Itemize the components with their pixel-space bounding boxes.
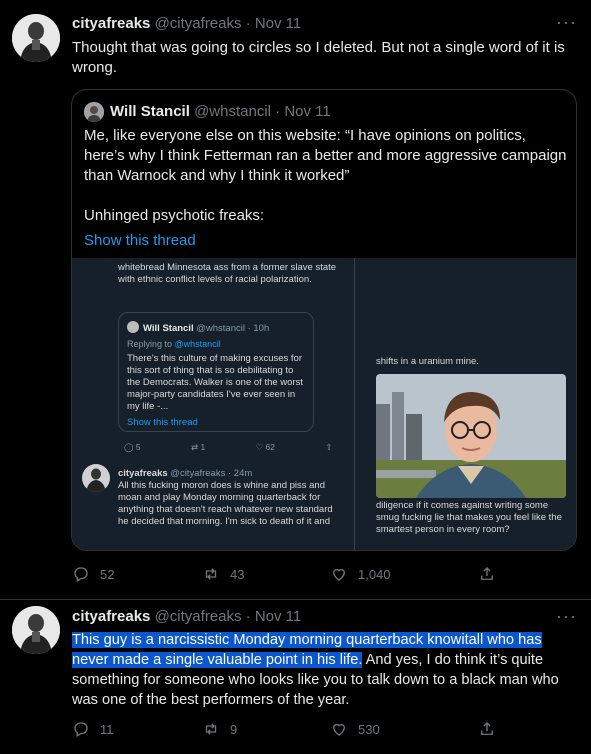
shot-left-card-replying: Replying to @whstancil (127, 339, 221, 349)
person-photo-icon (376, 374, 566, 498)
shot-like-icon: ♡ 62 (255, 442, 276, 452)
more-icon[interactable]: ··· (556, 606, 577, 626)
display-name[interactable]: cityafreaks (72, 15, 151, 32)
shot-left-card-show-thread: Show this thread (127, 417, 198, 428)
retweet-icon (202, 720, 220, 738)
retweet-button[interactable] (202, 565, 244, 583)
like-icon (330, 565, 348, 583)
reply-button[interactable] (72, 565, 114, 583)
like-button[interactable] (330, 720, 380, 738)
share-icon (478, 720, 496, 738)
shot-reply-icon: ◯ 5 (124, 442, 141, 452)
tweet-2[interactable] (0, 600, 591, 754)
shot-right-top-text: shifts in a uranium mine. (376, 356, 479, 367)
like-icon (330, 720, 348, 738)
display-name[interactable]: cityafreaks (72, 608, 151, 625)
quote-avatar (84, 102, 104, 122)
shot-left-card-handle: @whstancil · 10h (196, 323, 270, 334)
quote-media-screenshot[interactable] (72, 258, 577, 551)
quote-handle: @whstancil (194, 103, 271, 120)
reply-icon (72, 565, 90, 583)
reply-icon (72, 720, 90, 738)
shot-left-card-body: There's this culture of making excuses for this sort of thing that is so debilitating to the Democrats. Walker is one of the worst major-party candidates I've ever seen in my life -... (127, 353, 303, 412)
quote-separator: · (270, 103, 285, 120)
quote-text (84, 126, 568, 226)
handle[interactable]: @cityafreaks (154, 15, 242, 32)
like-button[interactable] (330, 565, 391, 583)
quote-text-paragraph-1: Me, like everyone else on this website: “I have opinions on politics, here’s why I think Fetterman ran a better and more aggressive campaign than Warnock and why I think it worked” (84, 127, 567, 184)
show-thread-link[interactable]: Show this thread (84, 232, 196, 249)
tweet-text (72, 630, 580, 710)
quote-timestamp: Nov 11 (284, 103, 331, 120)
avatar[interactable] (12, 606, 60, 654)
quote-display-name: Will Stancil (110, 103, 190, 120)
shot-avatar (82, 464, 110, 492)
tweet-header (72, 15, 301, 32)
shot-share-icon: ⇧ (325, 442, 333, 452)
like-count: 1,040 (358, 566, 391, 582)
timestamp[interactable]: Nov 11 (254, 608, 302, 625)
retweet-icon (202, 565, 220, 583)
retweet-count: 9 (230, 721, 238, 737)
avatar-image (12, 14, 60, 62)
separator: · (241, 608, 255, 625)
share-icon (478, 565, 496, 583)
shot-right-quoted-card (376, 550, 566, 551)
share-button[interactable] (478, 565, 506, 583)
quote-tweet[interactable] (71, 89, 577, 551)
shot-left-card-header (127, 321, 269, 334)
share-button[interactable] (478, 720, 506, 738)
like-count: 530 (358, 721, 380, 737)
shot-avatar-icon (127, 321, 139, 333)
reply-count: 11 (100, 721, 114, 737)
tweet-1-actions (0, 562, 591, 586)
shot-left-actions (124, 442, 357, 453)
retweet-button[interactable] (202, 720, 237, 738)
more-icon[interactable]: ··· (556, 12, 577, 32)
shot-left-quoted-card (118, 312, 314, 432)
reply-count: 52 (100, 566, 115, 582)
shot-left-card-name: Will Stancil (143, 323, 194, 334)
separator: · (241, 15, 255, 32)
shot-left-reply-header: cityafreaks @cityafreaks · 24m (118, 468, 253, 479)
timestamp[interactable]: Nov 11 (254, 15, 302, 32)
shot-retweet-icon: ⇄ 1 (190, 442, 206, 452)
shot-right-mid-text: diligence if it comes against writing some smug fucking lie that makes you feel like the smartest person in every room? (376, 500, 562, 535)
quote-text-paragraph-2: Unhinged psychotic freaks: (84, 207, 265, 224)
tweet-header (72, 608, 301, 625)
shot-left-reply-body: All this fucking moron does is whine and piss and moan and play Monday morning quarterback for anything that doesn't reach whatever new standard he decided that morning. I'm sick to death of it and (118, 480, 333, 527)
shot-divider (354, 258, 355, 551)
reply-button[interactable] (72, 720, 114, 738)
avatar-image (12, 606, 60, 654)
shot-photo (376, 374, 566, 498)
highlighted-text: This guy is a narcissistic Monday morning quarterback knowitall who has never made a single valuable point in his life. (72, 632, 542, 668)
avatar[interactable] (12, 14, 60, 62)
tweet-text-rest: And yes, I do think it’s quite something for someone who looks like you to talk down to a black man who was one of the best performers of the year. (72, 652, 559, 708)
tweet-text: Thought that was going to circles so I deleted. But not a single word of it is wrong. (72, 39, 565, 76)
tweet-2-actions (0, 720, 591, 744)
shot-left-top-text: whitebread Minnesota ass from a former slave state with ethnic conflict levels of racial polarization. (118, 262, 337, 285)
retweet-count: 43 (230, 566, 245, 582)
quote-header (110, 103, 331, 120)
handle[interactable]: @cityafreaks (154, 608, 242, 625)
